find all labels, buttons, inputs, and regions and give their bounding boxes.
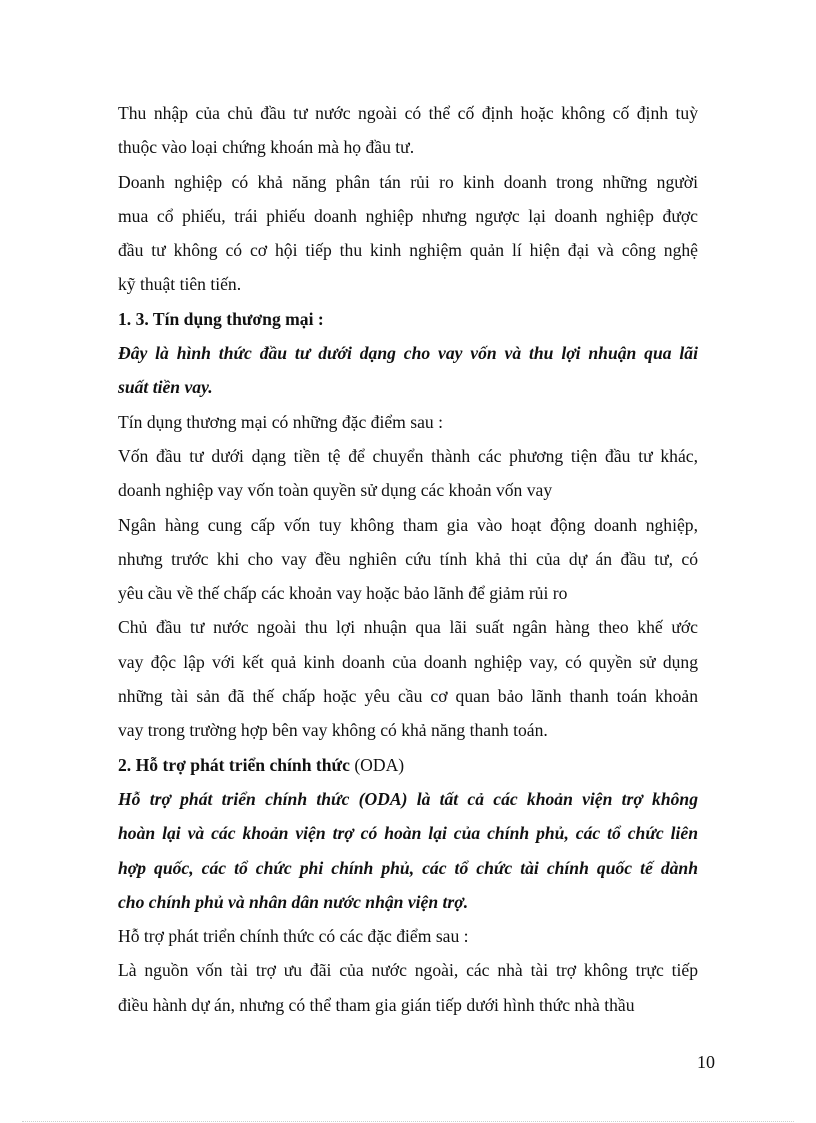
paragraph-line: điều hành dự án, nhưng có thể tham gia gián tiếp dưới hình thức nhà thầu bbox=[118, 994, 635, 1015]
paragraph-line: Hỗ trợ phát triển chính thức có các đặc điểm sau : bbox=[118, 926, 469, 947]
page-bottom-divider bbox=[22, 1121, 794, 1122]
paragraph-line: thuộc vào loại chứng khoán mà họ đầu tư. bbox=[118, 137, 415, 158]
paragraph-line: Ngân hàng cung cấp vốn tuy không tham gia vào hoạt động doanh nghiệp, bbox=[118, 514, 698, 535]
paragraph-line: Doanh nghiệp có khả năng phân tán rủi ro kinh doanh trong những người bbox=[118, 171, 698, 192]
paragraph-line: mua cổ phiếu, trái phiếu doanh nghiệp nhưng ngược lại doanh nghiệp được bbox=[118, 205, 698, 226]
document-body bbox=[118, 96, 698, 1022]
paragraph-line: nhưng trước khi cho vay đều nghiên cứu tính khả thi của dự án đầu tư, có bbox=[118, 548, 698, 569]
section-heading-text: 2. Hỗ trợ phát triển chính thức bbox=[118, 754, 350, 775]
paragraph-line: Thu nhập của chủ đầu tư nước ngoài có thể cố định hoặc không cố định tuỳ bbox=[118, 103, 698, 123]
definition-line: suất tiền vay. bbox=[118, 377, 213, 398]
section-heading: 1. 3. Tín dụng thương mại : bbox=[118, 308, 324, 329]
paragraph-line: yêu cầu về thế chấp các khoản vay hoặc bảo lãnh để giảm rủi ro bbox=[118, 583, 568, 604]
definition-line: hợp quốc, các tổ chức phi chính phủ, các tổ chức tài chính quốc tế dành bbox=[118, 857, 698, 878]
paragraph-line: đầu tư không có cơ hội tiếp thu kinh nghiệm quản lí hiện đại và công nghệ bbox=[118, 240, 698, 261]
page-number: 10 bbox=[697, 1052, 715, 1072]
definition-line: Hỗ trợ phát triển chính thức (ODA) là tất cả các khoản viện trợ không bbox=[118, 788, 698, 809]
definition-line: Đây là hình thức đầu tư dưới dạng cho vay vốn và thu lợi nhuận qua lãi bbox=[118, 343, 698, 364]
paragraph-line: Là nguồn vốn tài trợ ưu đãi của nước ngoài, các nhà tài trợ không trực tiếp bbox=[118, 960, 698, 981]
paragraph-line: kỹ thuật tiên tiến. bbox=[118, 274, 242, 295]
paragraph-line: những tài sản đã thế chấp hoặc yêu cầu cơ quan bảo lãnh thanh toán khoản bbox=[118, 686, 698, 707]
paragraph-line: vay độc lập với kết quả kinh doanh của doanh nghiệp vay, có quyền sử dụng bbox=[118, 651, 698, 672]
paragraph-line: Vốn đầu tư dưới dạng tiền tệ để chuyển thành các phương tiện đầu tư khác, bbox=[118, 445, 698, 466]
paragraph-line: Chủ đầu tư nước ngoài thu lợi nhuận qua lãi suất ngân hàng theo khế ước bbox=[118, 617, 698, 638]
definition-line: hoàn lại và các khoản viện trợ có hoàn lại của chính phủ, các tổ chức liên bbox=[118, 823, 698, 844]
section-heading-suffix: (ODA) bbox=[349, 754, 405, 775]
paragraph-line: Tín dụng thương mại có những đặc điểm sau : bbox=[118, 411, 443, 432]
definition-line: cho chính phủ và nhân dân nước nhận viện trợ. bbox=[118, 891, 469, 912]
paragraph-line: vay trong trường hợp bên vay không có khả năng thanh toán. bbox=[118, 720, 548, 741]
paragraph-line: doanh nghiệp vay vốn toàn quyền sử dụng các khoản vốn vay bbox=[118, 480, 553, 501]
section-heading bbox=[118, 748, 698, 782]
